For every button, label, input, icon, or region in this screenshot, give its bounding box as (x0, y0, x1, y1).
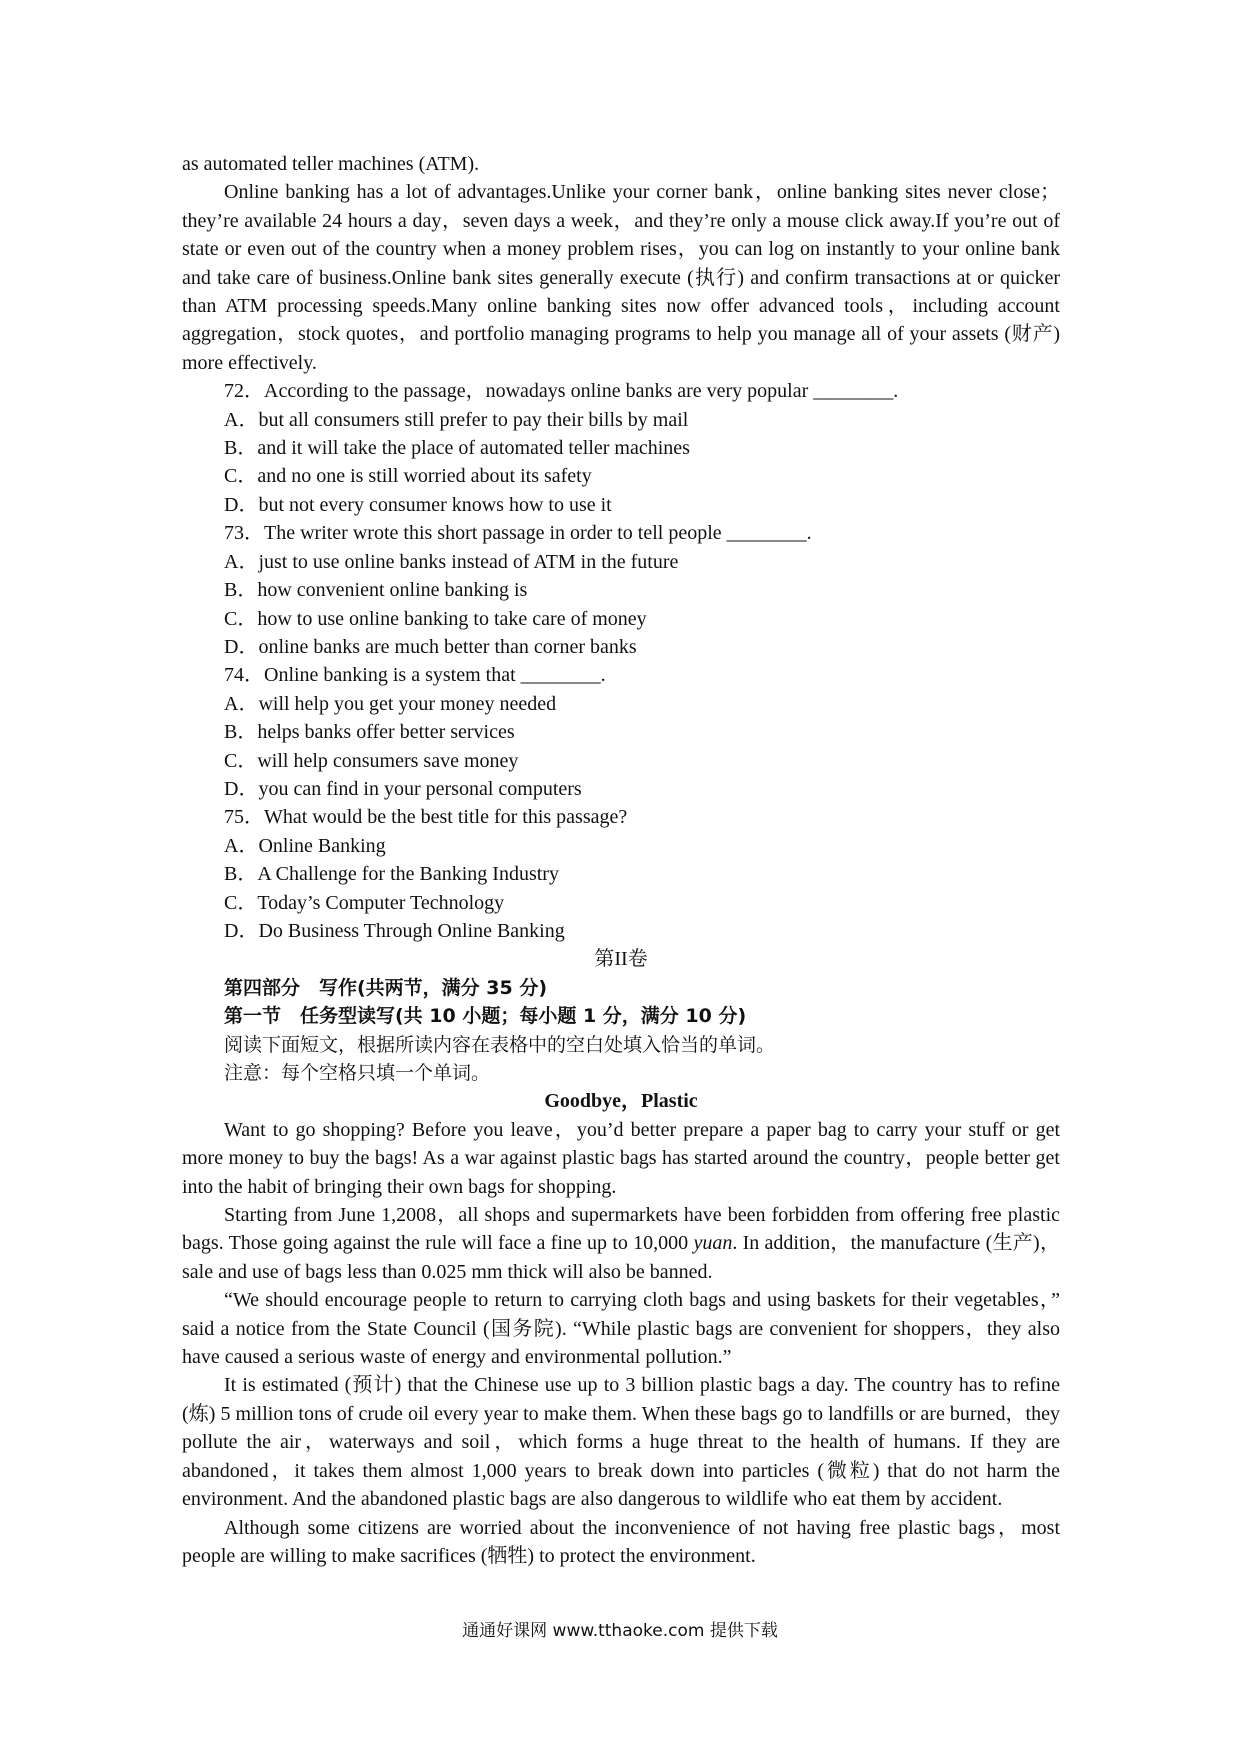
question-74 (182, 661, 1060, 803)
question-75 (182, 803, 1060, 945)
passage-paragraph-1: Want to go shopping? Before you leave，you’d better prepare a paper bag to carry your stuff or get more money to buy the bags! As a war against plastic bags has started around the country，people better get into the habit of bringing their own bags for shopping. (182, 1118, 1060, 1198)
option-a: A．will help you get your money needed (224, 692, 557, 715)
intro-line: as automated teller machines (ATM). (182, 153, 480, 175)
passage-paragraph-4: It is estimated (预计) that the Chinese use up to 3 billion plastic bags a day. The country has to refine (炼) 5 million tons of crude oil every year to make them. When these bags go to landfills or are burned，they pollute the air，waterways and soil，which forms a huge threat to the health of humans. If they are abandoned，it takes them almost 1,000 years to break down into particles (微粒) that do not harm the environment. And the abandoned plastic bags are also dangerous to wildlife who eat them by accident. (182, 1374, 1060, 1511)
note: 注意：每个空格只填一个单词。 (224, 1062, 491, 1084)
option-c: C．will help consumers save money (224, 749, 519, 772)
option-b: B．and it will take the place of automated teller machines (224, 437, 690, 460)
option-c: C．how to use online banking to take care of money (224, 607, 647, 630)
paragraph-advantages: Online banking has a lot of advantages.Unlike your corner bank，online banking sites never close；they’re available 24 hours a day，seven days a week，and they’re only a mouse click away.If you’re out of state or even out of the country when a money problem rises，you can log on instantly to your online bank and take care of business.Online bank sites generally execute (执行) and confirm transactions at or quicker than ATM processing speeds.Many online banking sites now offer advanced tools，including account aggregation，stock quotes，and portfolio managing programs to help you manage all of your assets (财产) more effectively. (182, 181, 1060, 374)
page-footer: 通通好课网 www.tthaoke.com 提供下载 (462, 1621, 778, 1641)
option-a: A．but all consumers still prefer to pay their bills by mail (224, 408, 689, 431)
paragraph-text: . In addition，the manufacture (生产)，sale and use of bags less than 0.025 mm thick will also be banned. (182, 1232, 1060, 1283)
passage-paragraph-2 (182, 1201, 1060, 1286)
question-stem: 72．According to the passage，nowadays online banks are very popular ________. (224, 380, 899, 403)
volume-title: 第II卷 (594, 948, 648, 971)
option-a: A．just to use online banks instead of ATM in the future (224, 550, 679, 573)
passage-paragraph-5: Although some citizens are worried about the inconvenience of not having free plastic bags，most people are willing to make sacrifices (牺牲) to protect the environment. (182, 1516, 1060, 1567)
option-d: D．you can find in your personal computers (224, 777, 582, 800)
option-c: C．and no one is still worried about its safety (224, 465, 592, 488)
passage-paragraph-3: “We should encourage people to return to carrying cloth bags and using baskets for their vegetables，” said a notice from the State Council (国务院). “While plastic bags are convenient for shoppers，they also have caused a serious waste of energy and environmental pollution.” (182, 1289, 1060, 1369)
paragraph-text: Starting from June 1,2008，all shops and supermarkets have been forbidden from offering free plastic bags. Those going against the rule will face a fine up to 10,000 (182, 1204, 1060, 1255)
option-b: B．how convenient online banking is (224, 579, 528, 602)
passage-title: Goodbye，Plastic (544, 1090, 698, 1113)
option-b: B．helps banks offer better services (224, 721, 515, 744)
question-stem: 75．What would be the best title for this passage? (224, 806, 628, 829)
instruction: 阅读下面短文，根据所读内容在表格中的空白处填入恰当的单词。 (224, 1033, 776, 1056)
option-b: B．A Challenge for the Banking Industry (224, 863, 559, 886)
question-stem: 73．The writer wrote this short passage in order to tell people ________. (224, 522, 812, 545)
option-d: D．Do Business Through Online Banking (224, 919, 565, 942)
question-73 (182, 519, 1060, 661)
part-heading: 第四部分 写作(共两节，满分 35 分) (224, 976, 548, 999)
option-c: C．Today’s Computer Technology (224, 891, 505, 914)
emphasis-yuan: yuan (693, 1232, 733, 1255)
section-heading: 第一节 任务型读写(共 10 小题；每小题 1 分，满分 10 分) (224, 1005, 747, 1028)
option-a: A．Online Banking (224, 834, 386, 857)
option-d: D．online banks are much better than corner banks (224, 635, 637, 658)
option-d: D．but not every consumer knows how to use it (224, 493, 612, 516)
question-stem: 74．Online banking is a system that ________. (224, 664, 606, 687)
question-72 (182, 377, 1060, 519)
